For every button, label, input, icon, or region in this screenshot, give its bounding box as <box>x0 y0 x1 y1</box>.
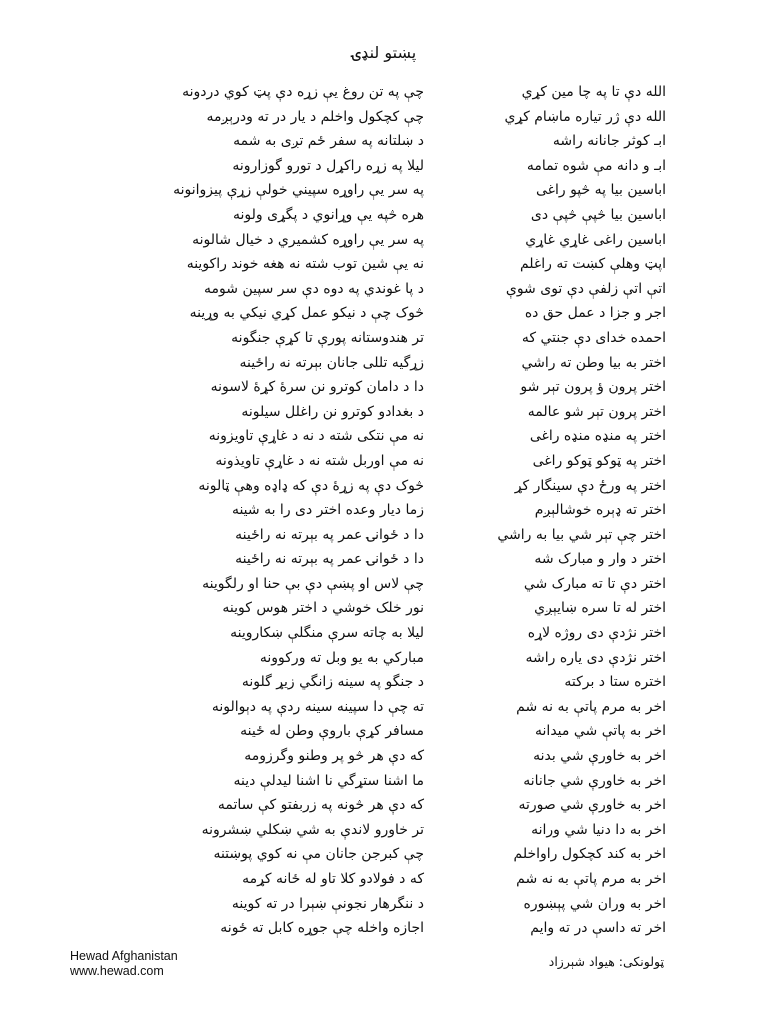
first-half-line: اختر چې تېر شي بیا به راشي <box>497 526 666 543</box>
second-half-line: د ننگرهار نجونې ښېرا در ته کوینه <box>231 895 424 912</box>
second-half-line: لیلا په زړه راکړل د تورو گوزارونه <box>232 157 424 174</box>
second-half-line: دا د ځوانۍ عمر په بېرته نه راځینه <box>235 526 424 543</box>
first-half-line: اخر به خاورې شي جانانه <box>523 772 666 789</box>
page-title: پښتو لنډۍ <box>351 43 417 62</box>
couplet-row <box>0 351 768 376</box>
second-half-line: په سر یې راوړه سپیني خولې زړې پیزوانونه <box>173 182 424 199</box>
second-half-line: د بغدادو کوترو نن راغلل سیلونه <box>241 403 424 420</box>
first-half-line: اجر و جزا د عمل حق ده <box>524 305 666 322</box>
second-half-line: که دې هر څونه په زربفتو کې ساتمه <box>217 797 424 814</box>
second-half-line: چې په تن روغ یې زړه دې پټ کوي دردونه <box>182 84 424 100</box>
couplet-row <box>0 646 768 671</box>
first-half-line: اخر به مرم پاتې به نه شم <box>516 698 666 715</box>
second-half-line: چې کبرجن جانان مې نه کوي پوښتنه <box>213 846 424 863</box>
couplet-row <box>0 424 768 449</box>
second-half-line: نه مې اوربل شته نه د غاړې تاویذونه <box>215 452 424 469</box>
first-half-line: اختر په منډه منډه راغی <box>529 428 666 445</box>
second-half-line: چې کچکول واخلم د یار در ته ودرېږمه <box>206 108 424 125</box>
couplet-row <box>0 867 768 892</box>
first-half-line: اختر به بیا وطن ته راشي <box>521 354 666 371</box>
couplet-row <box>0 178 768 203</box>
first-half-line: اخر ته داسې در ته وایم <box>530 920 666 937</box>
second-half-line: لیلا به چاته سرې منگلې ښکاروینه <box>230 625 424 642</box>
second-half-line: په سر یې راوړه کشمیري د خیال شالونه <box>192 231 424 248</box>
footer-credit <box>70 949 178 979</box>
first-half-line: اباسین بیا په څپو راغی <box>535 182 666 199</box>
first-half-line: اختر دې تا ته مبارک شي <box>523 575 666 592</box>
first-half-line: ابـ و دانه مې شوه تمامه <box>526 157 666 174</box>
second-half-line: دا د دامان کوترو نن سرۀ کړۀ لاسونه <box>210 379 424 396</box>
first-half-line: اختر نژدې دی روژه لاړه <box>527 625 666 642</box>
first-half-line: اختر پرون تېر شو عالمه <box>527 403 666 420</box>
couplet-row <box>0 80 768 105</box>
second-half-line: د جنگو په سینه زانگي زیړ گلونه <box>241 674 424 691</box>
second-half-line: څوک دې په زړۀ دې که ډاډه وهې ټالونه <box>198 477 424 494</box>
first-half-line: اخر به خاورې شي بدنه <box>533 748 666 765</box>
second-half-line: مبارکي به یو وبل ته ورکوونه <box>259 649 424 666</box>
couplet-row <box>0 105 768 130</box>
couplet-row <box>0 326 768 351</box>
first-half-line: اخر به وران شي پېښوره <box>523 895 666 912</box>
couplet-row <box>0 375 768 400</box>
couplet-row <box>0 228 768 253</box>
first-half-line: الله دې تا په چا مین کړي <box>521 84 666 100</box>
couplet-row <box>0 916 768 941</box>
second-half-line: د پا غوندي په دوه دې سر سپین شومه <box>204 280 424 297</box>
first-half-line: اباسین بیا څپې څپې دی <box>530 206 666 223</box>
first-half-line: اختر په ټوکو ټوکو راغی <box>532 452 666 469</box>
couplet-row <box>0 547 768 572</box>
first-half-line: اختره ستا د برکته <box>564 674 666 691</box>
couplet-row <box>0 301 768 326</box>
first-half-line: اخر به دا دنیا شي ورانه <box>531 821 666 838</box>
couplet-row <box>0 474 768 499</box>
second-half-line: تر خاورو لاندې به شي ښکلي ښشرونه <box>201 821 424 838</box>
first-half-line: اپټ وهلې کښت ته راغلم <box>519 256 666 273</box>
second-half-line: که دې هر څو پر وطنو وگرزومه <box>244 748 424 765</box>
second-half-line: نور خلک خوشي د اختر هوس کوینه <box>222 600 424 617</box>
second-half-line: مسافر کړې باروې وطن له ځینه <box>240 723 424 740</box>
couplet-row <box>0 277 768 302</box>
couplet-row <box>0 793 768 818</box>
couplet-row <box>0 252 768 277</box>
first-half-line: اختر پرون ؤ پرون تېر شو <box>520 379 666 396</box>
first-half-line: اختر نژدې دی یاره راشه <box>525 649 666 666</box>
first-half-line: اخر به مرم پاتې به نه شم <box>516 871 666 887</box>
couplet-row <box>0 400 768 425</box>
second-half-line: زړگیه تللی جانان بېرته نه راځینه <box>239 354 424 371</box>
website-link[interactable]: www.hewad.com <box>70 964 164 978</box>
first-half-line: اخر به خاورې شي صورته <box>518 797 666 814</box>
first-half-line: اخر به کند کچکول راواخلم <box>513 846 666 863</box>
couplet-row <box>0 670 768 695</box>
couplet-row <box>0 842 768 867</box>
couplet-row <box>0 129 768 154</box>
second-half-line: څوک چې د نیکو عمل کړي نیکي به وړینه <box>189 305 424 322</box>
couplet-row <box>0 449 768 474</box>
second-half-line: نه مې نتکی شته د نه د غاړې تاویزونه <box>208 428 424 445</box>
second-half-line: ته چې دا سپینه سینه ردې په دېوالونه <box>211 698 424 715</box>
first-half-line: احمده خدای دې جنتي که <box>521 329 666 346</box>
couplet-row <box>0 892 768 917</box>
second-half-line: اجازه واخله چې جوړه کابل ته ځونه <box>220 920 424 937</box>
second-half-line: چې لاس او پښې دې بې حنا او رلگوینه <box>202 575 424 592</box>
couplet-row <box>0 203 768 228</box>
org-name: Hewad Afghanistan <box>70 949 178 963</box>
couplet-row <box>0 818 768 843</box>
second-half-line: زما دیار وعده اختر دی را به شینه <box>231 502 424 519</box>
couplet-row <box>0 744 768 769</box>
first-half-line: الله دې ژر تیاره ماښام کړي <box>504 108 666 125</box>
second-half-line: ما اشنا ستړگي نا اشنا لیدلې دینه <box>233 772 424 789</box>
couplet-row <box>0 719 768 744</box>
couplet-row <box>0 695 768 720</box>
second-half-line: هره څپه یې وړانوي د پگړی ولونه <box>232 206 424 223</box>
couplet-row <box>0 498 768 523</box>
second-half-line: دا د ځوانۍ عمر په بېرته نه راځینه <box>235 551 424 568</box>
second-half-line: که د فولادو کلا تاو له ځانه کړمه <box>242 871 424 887</box>
couplet-row <box>0 523 768 548</box>
first-half-line: ابـ کوثر جانانه راشه <box>552 133 666 150</box>
compiler-credit: ټولونکی: هیواد شېرزاد <box>548 954 664 969</box>
first-half-line: اختر ته ډېره خوشالېږم <box>534 502 666 519</box>
couplet-row <box>0 154 768 179</box>
couplet-list <box>0 80 768 941</box>
couplet-row <box>0 769 768 794</box>
couplet-row <box>0 596 768 621</box>
second-half-line: نه یې شین توب شته نه هغه خوند راکوینه <box>186 256 424 273</box>
first-half-line: اختر د وار و مبارک شه <box>534 551 666 568</box>
first-half-line: اختر په ورځ دې سینگار کړ <box>514 477 666 494</box>
first-half-line: اباسین راغی غاړي غاړي <box>525 231 666 248</box>
first-half-line: اخر به پاتې شي میدانه <box>535 723 666 740</box>
couplet-row <box>0 572 768 597</box>
second-half-line: تر هندوستانه پورې تا کړې جنگونه <box>231 329 424 346</box>
couplet-row <box>0 621 768 646</box>
first-half-line: اختر له تا سره ښایېږي <box>534 600 666 617</box>
first-half-line: اتې اتې زلفې دې توی شوې <box>505 280 666 297</box>
second-half-line: د ښلتانه په سفر ځم تږی به شمه <box>233 133 424 150</box>
